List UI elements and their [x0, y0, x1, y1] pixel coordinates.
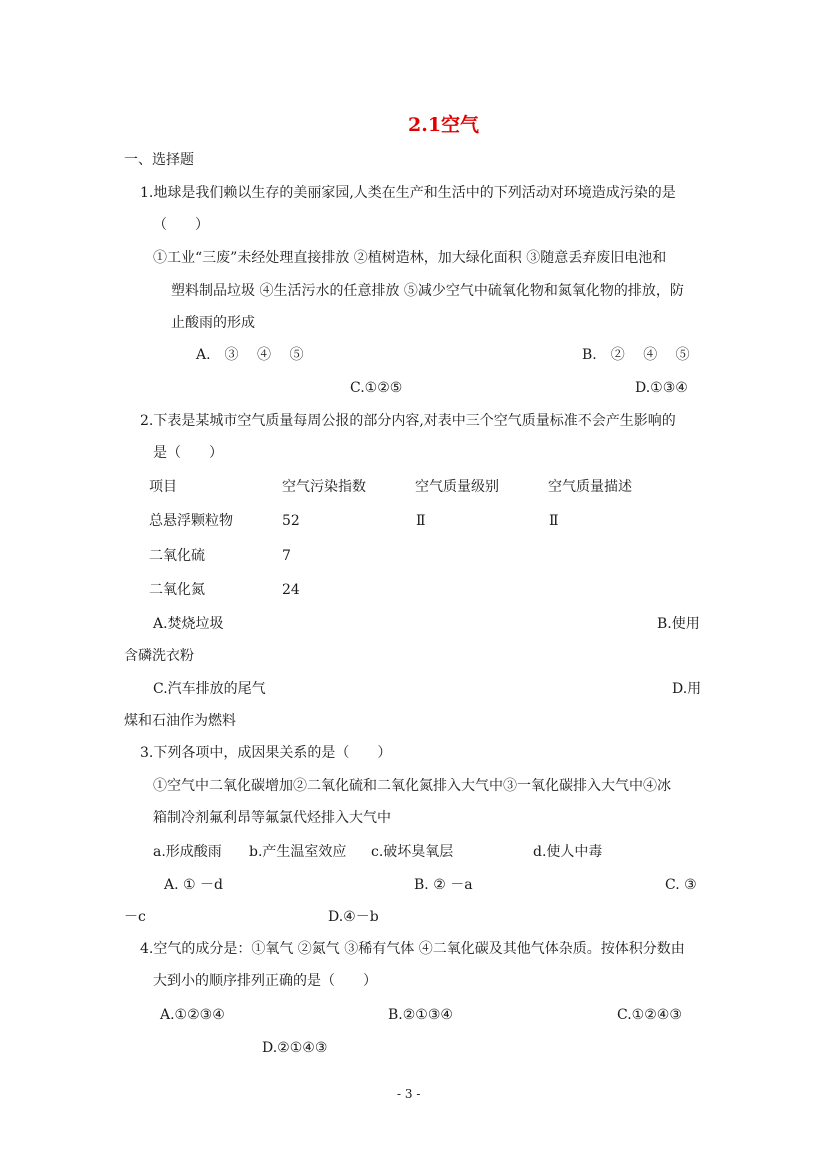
- q3-effect-b: b.产生温室效应: [249, 844, 347, 860]
- q3-items-line1: ①空气中二氧化碳增加②二氧化硫和二氧化氮排入大气中③一氧化碳排入大气中④冰: [153, 778, 671, 794]
- table-cell: 24: [282, 582, 300, 598]
- q4-option-a: A.①②③④: [160, 1007, 225, 1023]
- q3-stem: 3.下列各项中，成因果关系的是（ ）: [140, 745, 392, 761]
- q4-option-b: B.②①③④: [388, 1007, 453, 1023]
- q3-effect-d: d.使人中毒: [533, 844, 603, 860]
- q3-effect-a: a.形成酸雨: [153, 844, 222, 860]
- q2-option-c: C.汽车排放的尾气: [153, 681, 266, 697]
- q3-option-a: A. ① －d: [164, 877, 223, 893]
- q3-effect-c: c.破坏臭氧层: [371, 844, 454, 860]
- table-cell: 二氧化氮: [149, 582, 205, 598]
- table-header-item: 项目: [149, 479, 177, 495]
- q1-paren: （ ）: [153, 217, 209, 233]
- q1-option-a: A. ③ ④ ⑤: [196, 347, 304, 363]
- section-heading: 一、选择题: [124, 152, 194, 168]
- q3-option-b: B. ② －a: [414, 877, 473, 893]
- q2-option-b: B.使用: [657, 616, 700, 632]
- q2-option-d: D.用: [672, 681, 702, 697]
- table-cell: 7: [282, 548, 291, 564]
- table-cell: 52: [282, 513, 300, 529]
- q1-items-line2: 塑料制品垃圾 ④生活污水的任意排放 ⑤减少空气中硫氧化物和氮氧化物的排放，防: [171, 283, 684, 299]
- q1-items-line3: 止酸雨的形成: [171, 315, 255, 331]
- table-cell: 二氧化硫: [149, 548, 205, 564]
- table-cell: Ⅱ: [549, 513, 559, 529]
- table-header-index: 空气污染指数: [282, 479, 366, 495]
- q1-option-d: D.①③④: [635, 380, 688, 396]
- page-number: - 3 -: [397, 1087, 421, 1101]
- q2-stem: 2.下表是某城市空气质量每周公报的部分内容,对表中三个空气质量标准不会产生影响的: [140, 413, 676, 429]
- q1-items-line1: ①工业“三废”未经处理直接排放 ②植树造林，加大绿化面积 ③随意丢弃废旧电池和: [153, 250, 667, 266]
- q4-stem: 4.空气的成分是：①氧气 ②氮气 ③稀有气体 ④二氧化碳及其他气体杂质。按体积分数由: [140, 941, 685, 957]
- q4-stem-cont: 大到小的顺序排列正确的是（ ）: [153, 973, 377, 989]
- q3-option-c: C. ③: [665, 877, 697, 893]
- table-cell: 总悬浮颗粒物: [149, 513, 233, 529]
- page-title: 2.1空气: [408, 114, 480, 136]
- q1-option-b: B. ② ④ ⑤: [582, 347, 690, 363]
- q4-option-c: C.①②④③: [617, 1007, 682, 1023]
- table-cell: Ⅱ: [416, 513, 426, 529]
- q3-option-c-cont: －c: [124, 909, 146, 925]
- table-header-desc: 空气质量描述: [548, 479, 632, 495]
- q4-option-d: D.②①④③: [262, 1040, 328, 1056]
- q3-option-d: D.④－b: [328, 909, 379, 925]
- q2-option-a: A.焚烧垃圾: [153, 616, 224, 632]
- q3-items-line2: 箱制冷剂氟利昂等氟氯代烃排入大气中: [153, 810, 391, 826]
- q1-option-c: C.①②⑤: [350, 380, 403, 396]
- q2-option-d-cont: 煤和石油作为燃料: [124, 713, 236, 729]
- table-header-level: 空气质量级别: [415, 479, 499, 495]
- q1-stem: 1.地球是我们赖以生存的美丽家园,人类在生产和生活中的下列活动对环境造成污染的是: [140, 185, 676, 201]
- q2-option-b-cont: 含磷洗衣粉: [124, 648, 194, 664]
- q2-stem-cont: 是（ ）: [153, 445, 223, 461]
